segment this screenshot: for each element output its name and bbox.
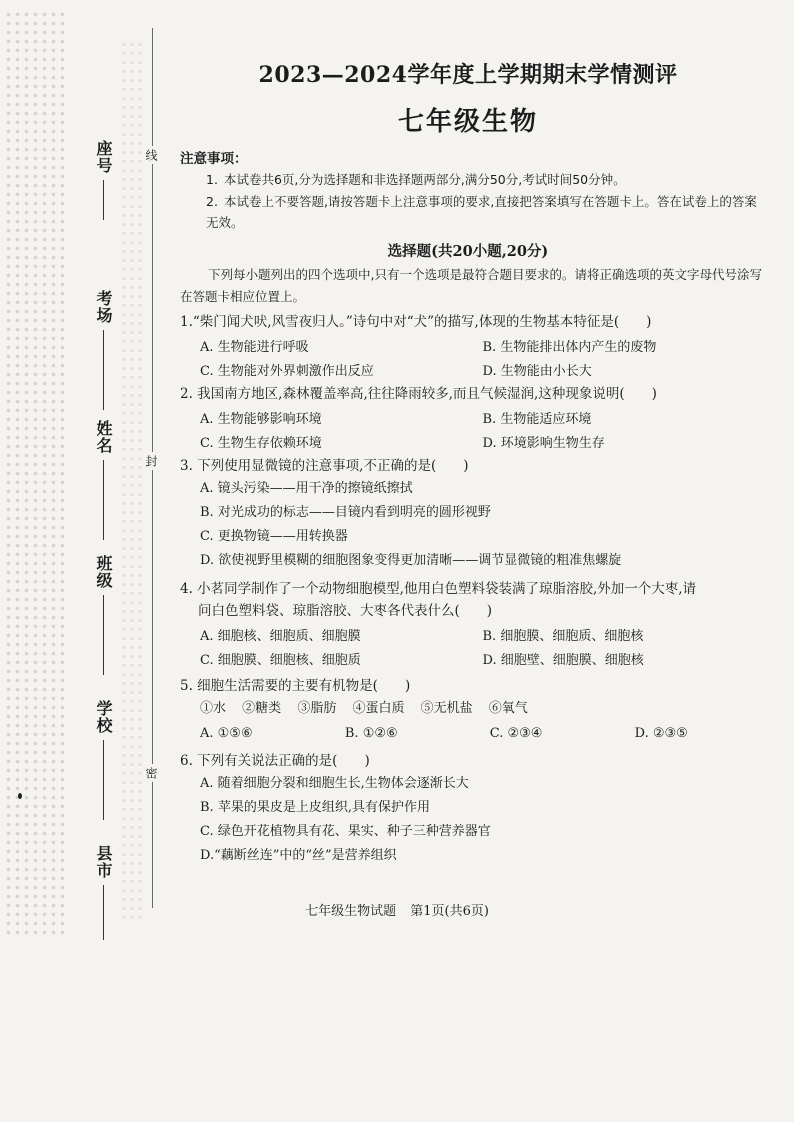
exam-title: 2023—2024学年度上学期期末学情测评 bbox=[258, 62, 678, 88]
notice-item bbox=[206, 169, 761, 190]
field-county bbox=[92, 845, 115, 940]
question-5 bbox=[180, 675, 765, 745]
notice-text: 本试卷上不要答题,请按答题卡上注意事项的要求,直接把答案填写在答题卡上。答在试卷上的答案无效。 bbox=[206, 194, 757, 230]
section-heading: 选择题(共20小题,20分) bbox=[387, 243, 549, 260]
seal-mark-line: 线 bbox=[143, 146, 160, 164]
option-d[interactable]: D.“藕断丝连”中的“丝”是营养组织 bbox=[200, 848, 397, 863]
question-stem: 6. 下列有关说法正确的是( ) bbox=[180, 753, 370, 769]
field-class bbox=[92, 555, 115, 675]
option-b[interactable]: B. 对光成功的标志——目镜内看到明亮的圆形视野 bbox=[200, 505, 491, 520]
field-blank[interactable] bbox=[103, 740, 104, 820]
option-b[interactable]: B. ①②⑥ bbox=[344, 725, 398, 741]
question-6 bbox=[180, 750, 765, 868]
field-label: 县市 bbox=[94, 845, 113, 879]
field-label: 学校 bbox=[94, 700, 113, 734]
field-label: 姓名 bbox=[94, 420, 113, 454]
item: ①水 bbox=[200, 701, 227, 716]
question-2 bbox=[180, 383, 765, 453]
option-d[interactable]: D. 细胞壁、细胞膜、细胞核 bbox=[482, 652, 644, 668]
field-seat-number bbox=[92, 140, 115, 220]
option-b[interactable]: B. 苹果的果皮是上皮组织,具有保护作用 bbox=[200, 800, 430, 815]
binding-margin bbox=[0, 0, 165, 960]
option-b[interactable]: B. 生物能排出体内产生的废物 bbox=[482, 339, 657, 355]
field-label: 座号 bbox=[94, 140, 113, 174]
dot-pattern-inner bbox=[120, 40, 142, 920]
field-school bbox=[92, 700, 115, 820]
option-a[interactable]: A. 生物能进行呼吸 bbox=[200, 339, 309, 355]
question-stem-cont: 问白色塑料袋、琼脂溶胶、大枣各代表什么( ) bbox=[198, 603, 493, 619]
section-instruction: 下列每小题列出的四个选项中,只有一个选项是最符合题目要求的。请将正确选项的英文字母代号涂写在答题卡相应位置上。 bbox=[180, 267, 762, 304]
item: ⑥氧气 bbox=[488, 701, 528, 716]
question-1 bbox=[180, 311, 765, 381]
option-c[interactable]: C. 更换物镜——用转换器 bbox=[200, 529, 348, 544]
option-c[interactable]: C. 生物能对外界刺激作出反应 bbox=[200, 363, 374, 379]
dot-pattern bbox=[4, 10, 64, 940]
item-list bbox=[180, 697, 765, 721]
question-stem: 2. 我国南方地区,森林覆盖率高,往往降雨较多,而且气候湿润,这种现象说明( ) bbox=[180, 386, 657, 402]
question-stem: 4. 小茗同学制作了一个动物细胞模型,他用白色塑料袋装满了琼脂溶胶,外加一个大枣,请 bbox=[180, 581, 697, 597]
question-4 bbox=[180, 578, 765, 670]
scan-speck bbox=[18, 793, 22, 799]
field-blank[interactable] bbox=[103, 180, 104, 220]
seal-mark-secret: 密 bbox=[143, 764, 160, 782]
option-b[interactable]: B. 生物能适应环境 bbox=[482, 411, 592, 427]
option-d[interactable]: D. 欲使视野里模糊的细胞图象变得更加清晰——调节显微镜的粗准焦螺旋 bbox=[200, 553, 622, 568]
footer-page-number: 第1页(共6页) bbox=[410, 904, 489, 919]
field-label: 考场 bbox=[94, 290, 113, 324]
item: ②糖类 bbox=[242, 701, 282, 716]
notice-item bbox=[206, 191, 761, 233]
option-a[interactable]: A. ①⑤⑥ bbox=[200, 725, 253, 741]
seal-mark-seal: 封 bbox=[143, 452, 160, 470]
option-d[interactable]: D. 环境影响生物生存 bbox=[482, 435, 605, 451]
exam-subtitle: 七年级生物 bbox=[397, 107, 538, 137]
option-a[interactable]: A. 随着细胞分裂和细胞生长,生物体会逐渐长大 bbox=[200, 776, 469, 791]
notice-heading: 注意事项： bbox=[180, 151, 248, 167]
page-footer bbox=[0, 900, 794, 919]
field-blank[interactable] bbox=[103, 460, 104, 540]
option-c[interactable]: C. 绿色开花植物具有花、果实、种子三种营养器官 bbox=[200, 824, 491, 839]
notice-number: 1. bbox=[206, 172, 218, 187]
field-blank[interactable] bbox=[103, 330, 104, 410]
option-c[interactable]: C. ②③④ bbox=[489, 725, 543, 741]
option-a[interactable]: A. 生物能够影响环境 bbox=[200, 411, 322, 427]
field-label: 班级 bbox=[94, 555, 113, 589]
item: ④蛋白质 bbox=[352, 701, 405, 716]
footer-subject: 七年级生物试题 bbox=[305, 904, 397, 919]
item: ③脂肪 bbox=[297, 701, 337, 716]
option-c[interactable]: C. 生物生存依赖环境 bbox=[200, 435, 322, 451]
notice-text: 本试卷共6页,分为选择题和非选择题两部分,满分50分,考试时间50分钟。 bbox=[223, 172, 626, 187]
option-b[interactable]: B. 细胞膜、细胞质、细胞核 bbox=[482, 628, 644, 644]
option-a[interactable]: A. 镜头污染——用干净的擦镜纸擦拭 bbox=[200, 481, 413, 496]
question-3 bbox=[180, 455, 765, 573]
option-c[interactable]: C. 细胞膜、细胞核、细胞质 bbox=[200, 652, 361, 668]
option-d[interactable]: D. ②③⑤ bbox=[634, 725, 688, 741]
question-stem: 5. 细胞生活需要的主要有机物是( ) bbox=[180, 678, 411, 694]
question-stem: 3. 下列使用显微镜的注意事项,不正确的是( ) bbox=[180, 458, 469, 474]
item: ⑤无机盐 bbox=[420, 701, 473, 716]
notice-number: 2. bbox=[206, 194, 218, 209]
field-exam-room bbox=[92, 290, 115, 410]
field-name bbox=[92, 420, 115, 540]
option-d[interactable]: D. 生物能由小长大 bbox=[482, 363, 592, 379]
field-blank[interactable] bbox=[103, 595, 104, 675]
option-a[interactable]: A. 细胞核、细胞质、细胞膜 bbox=[200, 628, 361, 644]
question-stem: 1.“柴门闻犬吠,风雪夜归人。”诗句中对“犬”的描写,体现的生物基本特征是( ) bbox=[180, 314, 652, 330]
